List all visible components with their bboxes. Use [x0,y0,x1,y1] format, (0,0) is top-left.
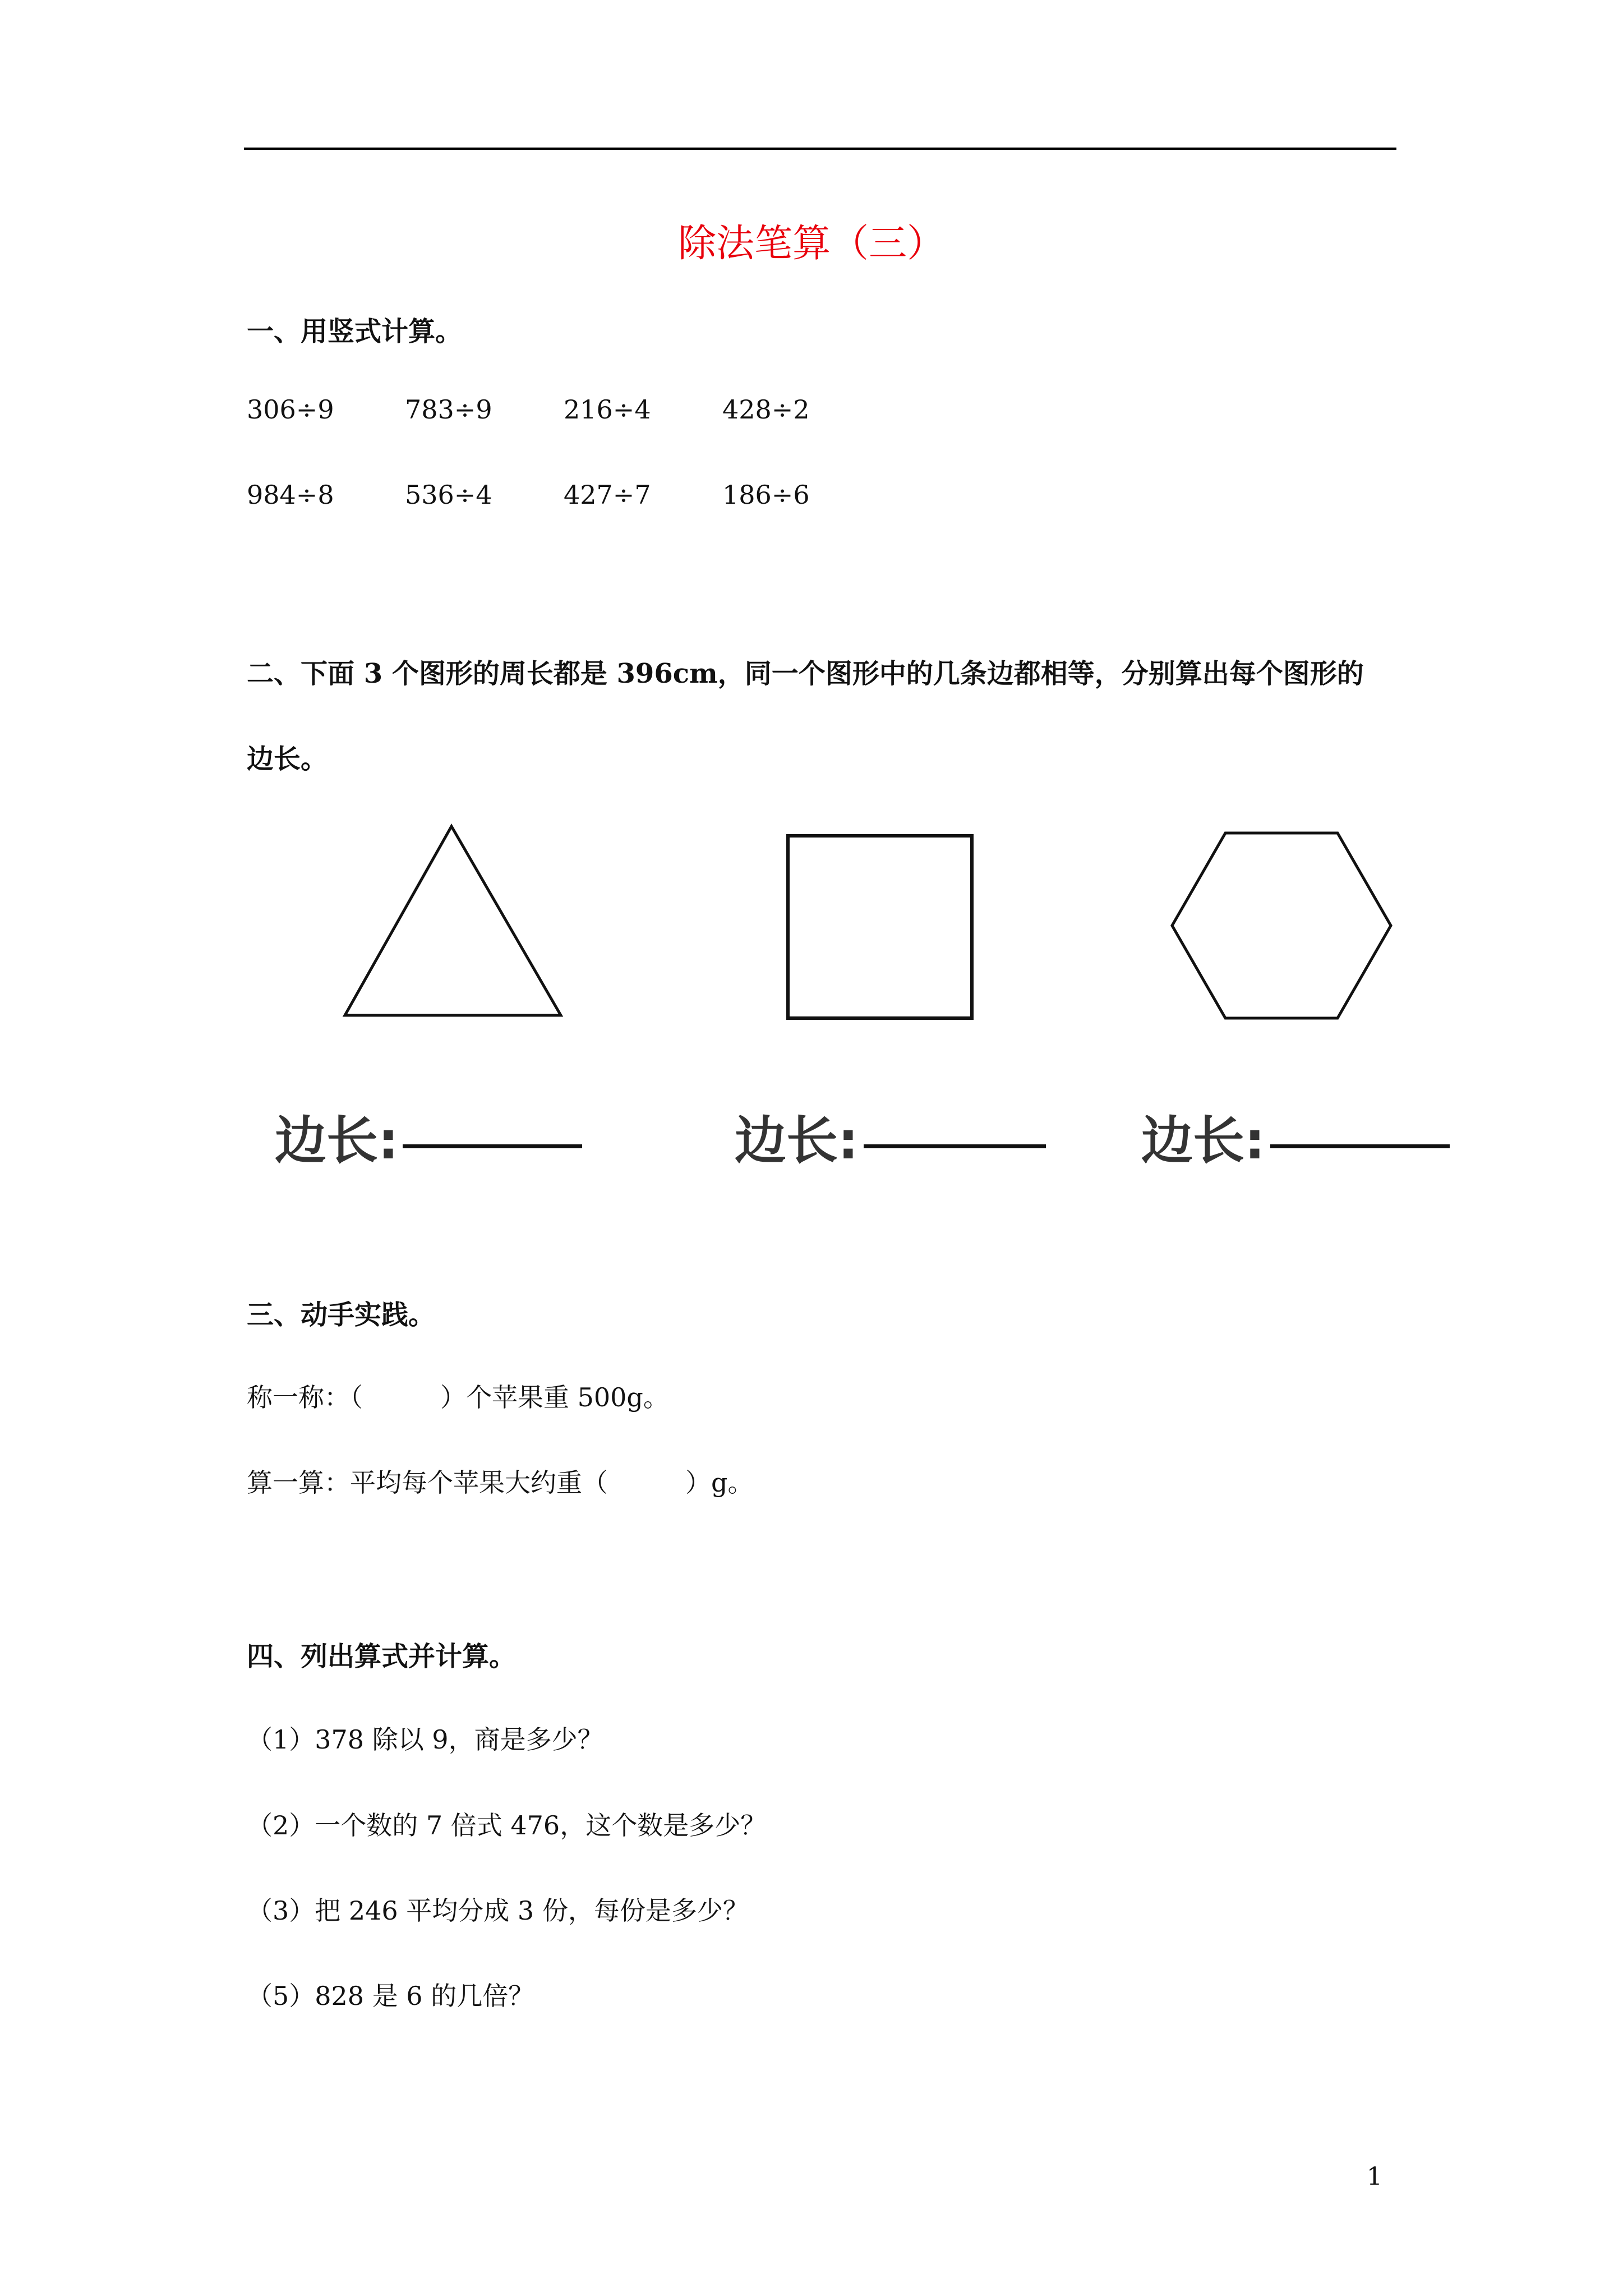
problem-item: 984÷8 [247,480,334,510]
weigh-line: 称一称：（ ）个苹果重 500g。 [247,1382,669,1412]
question-item: （3）把 246 平均分成 3 份，每份是多少？ [247,1895,749,1926]
problem-item: 783÷9 [405,394,492,425]
section4-heading: 四、列出算式并计算。 [247,1641,517,1672]
square-shape [780,827,981,1027]
question-item: （2）一个数的 7 倍式 476，这个数是多少？ [247,1810,767,1841]
triangle-shape [336,816,566,1024]
answer-blank [1270,1144,1450,1148]
header-rule [244,148,1396,150]
problem-item: 186÷6 [722,480,810,510]
side-length-label: 边长: [1141,1111,1265,1171]
answer-blank [864,1144,1046,1148]
section3-heading: 三、动手实践。 [247,1299,436,1331]
question-item: （5）828 是 6 的几倍？ [247,1981,534,2011]
problem-item: 427÷7 [564,480,651,510]
answer-blank [403,1144,582,1148]
side-length-label: 边长: [735,1111,859,1171]
calculate-line: 算一算：平均每个苹果大约重（ ）g。 [247,1467,754,1498]
section2-heading: 二、下面 3 个图形的周长都是 396cm，同一个图形中的几条边都相等，分别算出每个图形的 [247,658,1364,689]
section1-heading: 一、用竖式计算。 [247,316,463,347]
page-number: 1 [1367,2162,1382,2191]
problem-item: 216÷4 [564,394,651,425]
problem-item: 306÷9 [247,394,334,425]
side-length-label: 边长: [275,1111,399,1171]
problem-item: 428÷2 [722,394,810,425]
hexagon-shape [1166,825,1396,1027]
question-item: （1）378 除以 9，商是多少？ [247,1724,603,1755]
section2-heading-cont: 边长。 [247,743,328,775]
page-title: 除法笔算（三） [677,222,945,266]
problem-item: 536÷4 [405,480,492,510]
